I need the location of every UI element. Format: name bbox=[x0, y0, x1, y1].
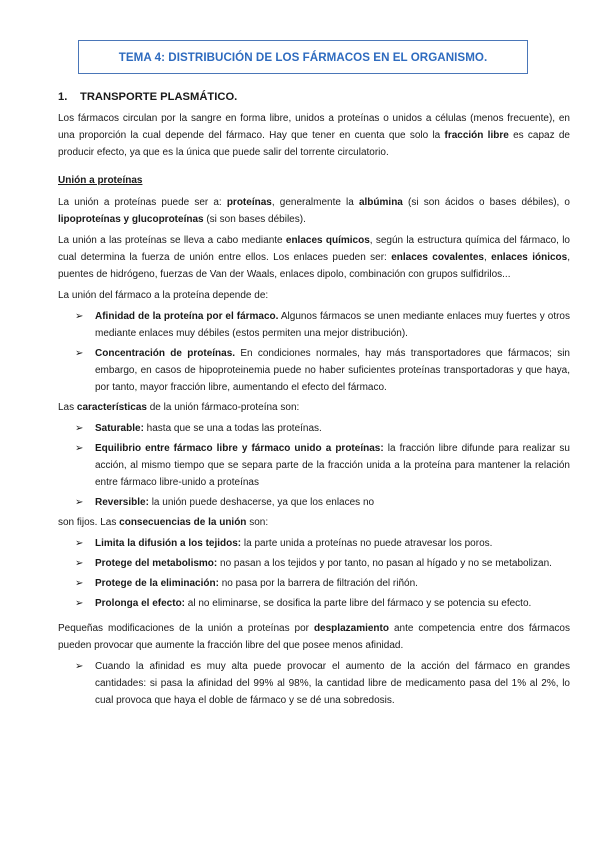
bold-text: desplazamiento bbox=[313, 623, 389, 634]
text: , bbox=[483, 252, 492, 263]
list-item bbox=[58, 575, 570, 592]
arrow-bullet-icon: ➢ bbox=[75, 538, 84, 549]
text: (si son bases débiles). bbox=[203, 214, 306, 225]
paragraph-consequences bbox=[58, 514, 570, 531]
section-title: TRANSPORTE PLASMÁTICO. bbox=[80, 91, 238, 103]
arrow-bullet-icon: ➢ bbox=[75, 348, 84, 359]
list-item bbox=[58, 535, 570, 552]
text: ante competencia entre dos fármacos pueden provocar que aumente la fracción libre del que posee menos afinidad. bbox=[58, 623, 570, 651]
list-item bbox=[58, 494, 570, 511]
text: hasta que se una a todas las proteínas. bbox=[143, 423, 322, 434]
arrow-bullet-icon: ➢ bbox=[75, 598, 84, 609]
subsection-title: Unión a proteínas bbox=[58, 175, 143, 186]
bold-text: Equilibrio entre fármaco libre y fármaco unido a proteínas: bbox=[95, 443, 384, 454]
paragraph-displacement bbox=[58, 620, 570, 654]
text: la unión puede deshacerse, ya que los enlaces no bbox=[148, 497, 375, 508]
text: al no eliminarse, se dosifica la parte libre del fármaco y se potencia su efecto. bbox=[185, 598, 532, 609]
bold-text: consecuencias de la unión bbox=[119, 517, 247, 528]
arrow-bullet-icon: ➢ bbox=[75, 497, 84, 508]
characteristics-list bbox=[58, 420, 570, 511]
bold-text: características bbox=[76, 402, 147, 413]
depends-list bbox=[58, 308, 570, 396]
text: de la unión fármaco-proteína son: bbox=[146, 402, 300, 413]
text: La unión a las proteínas se lleva a cabo mediante bbox=[58, 235, 286, 246]
text: no pasan a los tejidos y por tanto, no pasan al hígado y no se metabolizan. bbox=[217, 558, 552, 569]
text: la fracción libre difunde para realizar su acción, al mismo tiempo que se separa parte de la fracción unida a la proteína para mantener la relación entre fármaco libre-unido a proteínas bbox=[95, 443, 570, 488]
displacement-list bbox=[58, 658, 570, 709]
paragraph-characteristics bbox=[58, 399, 570, 416]
bold-text: Prolonga el efecto: bbox=[95, 598, 186, 609]
text: no pasa por la barrera de filtración del riñón. bbox=[218, 578, 418, 589]
text: son fijos. Las bbox=[58, 517, 120, 528]
arrow-bullet-icon: ➢ bbox=[75, 578, 84, 589]
bold-text: Saturable: bbox=[95, 423, 144, 434]
list-item bbox=[58, 658, 570, 709]
bold-text: Concentración de proteínas. bbox=[95, 348, 236, 359]
bold-text: Reversible: bbox=[95, 497, 149, 508]
bold-text: enlaces covalentes bbox=[391, 252, 484, 263]
bold-text: enlaces iónicos bbox=[491, 252, 568, 263]
list-item bbox=[58, 440, 570, 491]
section-heading bbox=[58, 91, 570, 103]
paragraph-bonds bbox=[58, 232, 570, 283]
text: Los fármacos circulan por la sangre en forma libre, unidos a proteínas o unidos a células (menos frecuente), en una proporción la cual depende del fármaco. Hay que tener en cuenta que solo la bbox=[58, 113, 570, 141]
list-item bbox=[58, 345, 570, 396]
list-item bbox=[58, 308, 570, 342]
text: son: bbox=[246, 517, 269, 528]
bold-text: Afinidad de la proteína por el fármaco. bbox=[95, 311, 279, 322]
text: , según la estructura química del fármaco, lo cual determina la fuerza de unión entre ellos. Los enlaces pueden ser: bbox=[58, 235, 570, 263]
arrow-bullet-icon: ➢ bbox=[75, 311, 84, 322]
bold-text: Protege del metabolismo: bbox=[95, 558, 218, 569]
section-number: 1. bbox=[58, 91, 68, 103]
text: , puentes de hidrógeno, fuerzas de Van der Waals, enlaces dipolo, combinación con grupos sulfidrilos... bbox=[58, 252, 570, 280]
bold-text: albúmina bbox=[358, 197, 403, 208]
document-page bbox=[58, 40, 570, 712]
arrow-bullet-icon: ➢ bbox=[75, 558, 84, 569]
arrow-bullet-icon: ➢ bbox=[75, 443, 84, 454]
text: la parte unida a proteínas no puede atravesar los poros. bbox=[241, 538, 493, 549]
text: , generalmente la bbox=[271, 197, 359, 208]
list-item bbox=[58, 420, 570, 437]
arrow-bullet-icon: ➢ bbox=[75, 423, 84, 434]
text: Las bbox=[58, 402, 77, 413]
text: es capaz de producir efecto, ya que es la única que puede salir del torrente circulatorio. bbox=[58, 130, 570, 158]
text: Cuando la afinidad es muy alta puede provocar el aumento de la acción del fármaco en grandes cantidades: si pasa la afinidad del 99% al 98%, la cantidad libre de medicamento pasa del 1% al 2%, lo cual provoca que haya el doble de fármaco y se dé una sobredosis. bbox=[95, 661, 570, 706]
paragraph-proteins bbox=[58, 194, 570, 228]
intro-paragraph bbox=[58, 110, 570, 161]
page-title: TEMA 4: DISTRIBUCIÓN DE LOS FÁRMACOS EN EL ORGANISMO. bbox=[78, 40, 528, 74]
bold-text: Limita la difusión a los tejidos: bbox=[95, 538, 242, 549]
bold-text: enlaces químicos bbox=[285, 235, 370, 246]
text: Algunos fármacos se unen mediante enlaces muy fuertes y otros mediante enlaces muy débiles (estos permiten una mejor distribución). bbox=[95, 311, 570, 339]
consequences-list bbox=[58, 535, 570, 612]
text: En condiciones normales, hay más transportadores que fármacos; sin embargo, en casos de hipoproteinemia puede no haber suficientes proteínas transportadoras y que haya, por tanto, mayor fracción libre, aumentando el efecto del fármaco. bbox=[95, 348, 570, 393]
list-item bbox=[58, 595, 570, 612]
bold-text: fracción libre bbox=[444, 130, 509, 141]
paragraph-depends: La unión del fármaco a la proteína depende de: bbox=[58, 290, 269, 301]
text: La unión a proteínas puede ser a: bbox=[58, 197, 227, 208]
bold-text: lipoproteínas y glucoproteínas bbox=[58, 214, 204, 225]
arrow-bullet-icon: ➢ bbox=[75, 661, 84, 672]
text: (si son ácidos o bases débiles), o bbox=[402, 197, 570, 208]
bold-text: Protege de la eliminación: bbox=[95, 578, 219, 589]
bold-text: proteínas bbox=[226, 197, 272, 208]
list-item bbox=[58, 555, 570, 572]
text: Pequeñas modificaciones de la unión a proteínas por bbox=[58, 623, 314, 634]
